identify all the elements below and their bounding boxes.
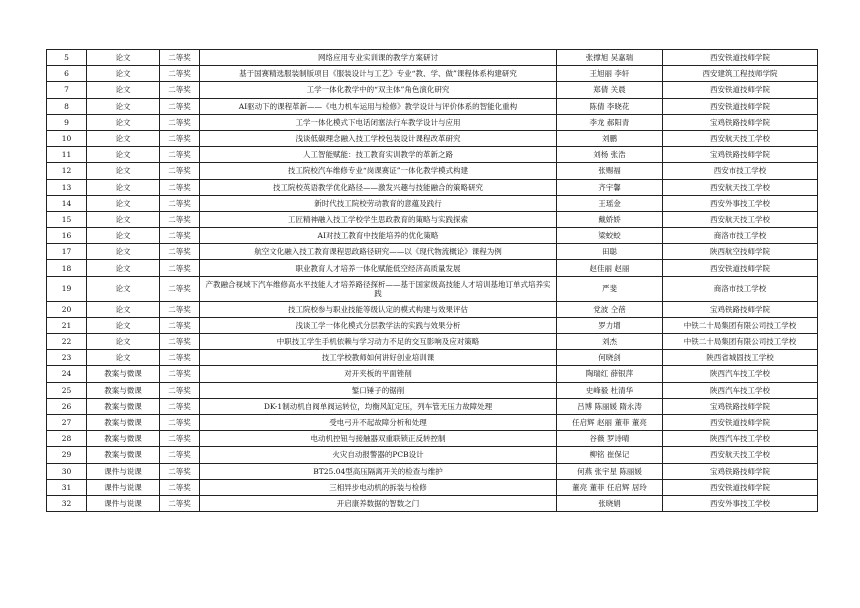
category-cell: 论文 [87, 211, 160, 227]
organization-cell: 西安铁道技师学院 [663, 414, 818, 430]
prize-cell: 二等奖 [160, 211, 200, 227]
authors-cell: 党波 仝蓓 [557, 301, 663, 317]
authors-cell: 陈倩 李晓花 [557, 98, 663, 114]
prize-cell: 二等奖 [160, 414, 200, 430]
prize-cell: 二等奖 [160, 114, 200, 130]
row-number-cell: 6 [47, 66, 87, 82]
organization-cell: 陕西航空技师学院 [663, 244, 818, 260]
prize-cell: 二等奖 [160, 98, 200, 114]
row-number-cell: 30 [47, 463, 87, 479]
table-row [47, 244, 818, 260]
authors-cell: 郑倩 关晨 [557, 82, 663, 98]
prize-cell: 二等奖 [160, 130, 200, 146]
title-cell: DK-1制动机自阀单阀运转位，均衡风缸定压，列车管无压力故障处理 [200, 398, 557, 414]
table-row [47, 260, 818, 276]
title-cell: 航空文化融入技工教育课程思政路径研究——以《现代物流概论》课程为例 [200, 244, 557, 260]
organization-cell: 宝鸡铁路技师学院 [663, 463, 818, 479]
row-number-cell: 27 [47, 414, 87, 430]
row-number-cell: 15 [47, 211, 87, 227]
title-cell: 职业教育人才培养一体化赋能低空经济高质量发展 [200, 260, 557, 276]
authors-cell: 任启辉 赵丽 董菲 董亮 [557, 414, 663, 430]
prize-cell: 二等奖 [160, 260, 200, 276]
row-number-cell: 31 [47, 479, 87, 495]
prize-cell: 二等奖 [160, 366, 200, 382]
table-row [47, 463, 818, 479]
table-row [47, 130, 818, 146]
prize-cell: 二等奖 [160, 163, 200, 179]
table-row [47, 350, 818, 366]
title-cell: 工匠精神融入技工学校学生思政教育的策略与实践探索 [200, 211, 557, 227]
table-row [47, 163, 818, 179]
category-cell: 论文 [87, 350, 160, 366]
title-cell: 开启康养数据的智数之门 [200, 495, 557, 511]
organization-cell: 陕西汽车技工学校 [663, 366, 818, 382]
row-number-cell: 9 [47, 114, 87, 130]
table-row [47, 147, 818, 163]
organization-cell: 陕西省城固技工学校 [663, 350, 818, 366]
authors-cell: 刘杰 [557, 334, 663, 350]
organization-cell: 西安铁道技师学院 [663, 260, 818, 276]
title-cell: 技工院校英语教学优化路径——激发兴趣与技能融合的策略研究 [200, 179, 557, 195]
row-number-cell: 14 [47, 195, 87, 211]
row-number-cell: 11 [47, 147, 87, 163]
prize-cell: 二等奖 [160, 276, 200, 301]
title-cell: 中职技工学生手机依赖与学习动力不足的交互影响及应对策略 [200, 334, 557, 350]
organization-cell: 西安航天技工学校 [663, 130, 818, 146]
category-cell: 教案与微课 [87, 398, 160, 414]
row-number-cell: 19 [47, 276, 87, 301]
prize-cell: 二等奖 [160, 463, 200, 479]
prize-cell: 二等奖 [160, 301, 200, 317]
category-cell: 论文 [87, 114, 160, 130]
organization-cell: 西安铁道技师学院 [663, 82, 818, 98]
category-cell: 论文 [87, 130, 160, 146]
category-cell: 论文 [87, 276, 160, 301]
row-number-cell: 32 [47, 495, 87, 511]
row-number-cell: 17 [47, 244, 87, 260]
organization-cell: 西安建筑工程技师学院 [663, 66, 818, 82]
prize-cell: 二等奖 [160, 317, 200, 333]
category-cell: 论文 [87, 260, 160, 276]
category-cell: 论文 [87, 98, 160, 114]
category-cell: 论文 [87, 228, 160, 244]
organization-cell: 西安铁道技师学院 [663, 479, 818, 495]
authors-cell: 何燕 张宇星 陈丽媛 [557, 463, 663, 479]
table-row [47, 98, 818, 114]
table-row [47, 382, 818, 398]
category-cell: 教案与微课 [87, 431, 160, 447]
organization-cell: 西安航天技工学校 [663, 211, 818, 227]
prize-cell: 二等奖 [160, 334, 200, 350]
authors-cell: 何晓剑 [557, 350, 663, 366]
row-number-cell: 8 [47, 98, 87, 114]
organization-cell: 西安市技工学校 [663, 163, 818, 179]
category-cell: 教案与微课 [87, 447, 160, 463]
category-cell: 教案与微课 [87, 382, 160, 398]
authors-cell: 董亮 董菲 任启辉 居玲 [557, 479, 663, 495]
prize-cell: 二等奖 [160, 350, 200, 366]
row-number-cell: 18 [47, 260, 87, 276]
row-number-cell: 26 [47, 398, 87, 414]
row-number-cell: 7 [47, 82, 87, 98]
organization-cell: 西安铁道技师学院 [663, 50, 818, 66]
organization-cell: 中铁二十局集团有限公司技工学校 [663, 317, 818, 333]
prize-cell: 二等奖 [160, 447, 200, 463]
award-table-body [47, 50, 818, 512]
award-table [46, 49, 818, 512]
authors-cell: 柳铭 崔保记 [557, 447, 663, 463]
title-cell: AI驱动下的课程革新——《电力机车运用与检修》教学设计与评价体系的智能化重构 [200, 98, 557, 114]
title-cell: 浅谈低碳理念融入技工学校包装设计课程改革研究 [200, 130, 557, 146]
organization-cell: 陕西汽车技工学校 [663, 382, 818, 398]
authors-cell: 戴娇娇 [557, 211, 663, 227]
prize-cell: 二等奖 [160, 50, 200, 66]
table-row [47, 211, 818, 227]
prize-cell: 二等奖 [160, 479, 200, 495]
authors-cell: 史峰毅 杜清华 [557, 382, 663, 398]
category-cell: 论文 [87, 301, 160, 317]
table-row [47, 479, 818, 495]
row-number-cell: 24 [47, 366, 87, 382]
authors-cell: 王旭丽 李轩 [557, 66, 663, 82]
row-number-cell: 28 [47, 431, 87, 447]
authors-cell: 张赐福 [557, 163, 663, 179]
organization-cell: 宝鸡铁路技师学院 [663, 114, 818, 130]
title-cell: 浅谈工学一体化模式分层教学法的实践与效果分析 [200, 317, 557, 333]
organization-cell: 宝鸡铁路技师学院 [663, 301, 818, 317]
organization-cell: 西安外事技工学校 [663, 495, 818, 511]
row-number-cell: 16 [47, 228, 87, 244]
table-row [47, 114, 818, 130]
prize-cell: 二等奖 [160, 179, 200, 195]
authors-cell: 陶瑞红 薛银萍 [557, 366, 663, 382]
title-cell: 三相异步电动机的拆装与检修 [200, 479, 557, 495]
authors-cell: 严斐 [557, 276, 663, 301]
category-cell: 课件与说课 [87, 463, 160, 479]
authors-cell: 齐宇馨 [557, 179, 663, 195]
title-cell: 錾口锤子的锯削 [200, 382, 557, 398]
category-cell: 教案与微课 [87, 414, 160, 430]
title-cell: 对开夹板的平面锉削 [200, 366, 557, 382]
category-cell: 教案与微课 [87, 366, 160, 382]
prize-cell: 二等奖 [160, 82, 200, 98]
row-number-cell: 21 [47, 317, 87, 333]
category-cell: 论文 [87, 163, 160, 179]
table-row [47, 301, 818, 317]
category-cell: 论文 [87, 195, 160, 211]
authors-cell: 刘鹏 [557, 130, 663, 146]
row-number-cell: 22 [47, 334, 87, 350]
organization-cell: 陕西汽车技工学校 [663, 431, 818, 447]
row-number-cell: 12 [47, 163, 87, 179]
table-row [47, 179, 818, 195]
table-row [47, 431, 818, 447]
organization-cell: 商洛市技工学校 [663, 276, 818, 301]
title-cell: 新时代技工院校劳动教育的意蕴及践行 [200, 195, 557, 211]
title-cell: 工学一体化模式下电话闭塞法行车教学设计与应用 [200, 114, 557, 130]
organization-cell: 宝鸡铁路技师学院 [663, 147, 818, 163]
category-cell: 论文 [87, 147, 160, 163]
table-row [47, 228, 818, 244]
title-cell: 产教融合视域下汽车维修高水平技能人才培养路径探析——基于国家级高技能人才培训基地订单式培养实践 [200, 276, 557, 301]
category-cell: 论文 [87, 244, 160, 260]
prize-cell: 二等奖 [160, 431, 200, 447]
category-cell: 论文 [87, 82, 160, 98]
organization-cell: 西安航天技工学校 [663, 447, 818, 463]
organization-cell: 商洛市技工学校 [663, 228, 818, 244]
table-row [47, 66, 818, 82]
organization-cell: 西安铁道技师学院 [663, 98, 818, 114]
table-row [47, 495, 818, 511]
authors-cell: 刘杨 张浩 [557, 147, 663, 163]
row-number-cell: 20 [47, 301, 87, 317]
title-cell: 人工智能赋能：技工教育实训教学的革新之路 [200, 147, 557, 163]
title-cell: 受电弓升不起故障分析和处理 [200, 414, 557, 430]
row-number-cell: 10 [47, 130, 87, 146]
prize-cell: 二等奖 [160, 382, 200, 398]
table-row [47, 414, 818, 430]
authors-cell: 王瑶金 [557, 195, 663, 211]
title-cell: 基于国赛精选服装制版项目《服装设计与工艺》专业“教、学、做”课程体系构建研究 [200, 66, 557, 82]
title-cell: 技工院校参与职业技能等级认定的模式构建与效果评估 [200, 301, 557, 317]
authors-cell: 赵佳丽 赵丽 [557, 260, 663, 276]
category-cell: 课件与说课 [87, 495, 160, 511]
row-number-cell: 29 [47, 447, 87, 463]
table-row [47, 398, 818, 414]
title-cell: BT25.04型高压隔离开关的检查与维护 [200, 463, 557, 479]
table-row [47, 447, 818, 463]
category-cell: 论文 [87, 179, 160, 195]
authors-cell: 吕博 陈丽媛 隋永涛 [557, 398, 663, 414]
organization-cell: 宝鸡铁路技师学院 [663, 398, 818, 414]
prize-cell: 二等奖 [160, 66, 200, 82]
title-cell: 工学一体化教学中的“双主体”角色演化研究 [200, 82, 557, 98]
row-number-cell: 5 [47, 50, 87, 66]
table-row [47, 195, 818, 211]
table-row [47, 276, 818, 301]
organization-cell: 西安外事技工学校 [663, 195, 818, 211]
title-cell: 网络应用专业实训课的教学方案研讨 [200, 50, 557, 66]
authors-cell: 张晓娟 [557, 495, 663, 511]
authors-cell: 梁蛟蛟 [557, 228, 663, 244]
authors-cell: 张撑旭 吴嘉瑞 [557, 50, 663, 66]
prize-cell: 二等奖 [160, 195, 200, 211]
organization-cell: 中铁二十局集团有限公司技工学校 [663, 334, 818, 350]
prize-cell: 二等奖 [160, 228, 200, 244]
title-cell: 电动机控钮与接触器双重联锁正反转控制 [200, 431, 557, 447]
table-row [47, 317, 818, 333]
category-cell: 论文 [87, 334, 160, 350]
category-cell: 论文 [87, 317, 160, 333]
table-row [47, 366, 818, 382]
prize-cell: 二等奖 [160, 244, 200, 260]
authors-cell: 李龙 郝阳青 [557, 114, 663, 130]
title-cell: 技工院校汽车维修专业“岗课赛证”一体化教学模式构建 [200, 163, 557, 179]
row-number-cell: 25 [47, 382, 87, 398]
category-cell: 课件与说课 [87, 479, 160, 495]
category-cell: 论文 [87, 50, 160, 66]
prize-cell: 二等奖 [160, 495, 200, 511]
authors-cell: 罗力增 [557, 317, 663, 333]
prize-cell: 二等奖 [160, 398, 200, 414]
authors-cell: 谷薇 罗诗晴 [557, 431, 663, 447]
title-cell: 技工学校教师如何讲好创业培训课 [200, 350, 557, 366]
title-cell: 火灾自动报警器的PCB设计 [200, 447, 557, 463]
authors-cell: 田聪 [557, 244, 663, 260]
row-number-cell: 23 [47, 350, 87, 366]
table-row [47, 50, 818, 66]
table-row [47, 334, 818, 350]
organization-cell: 西安航天技工学校 [663, 179, 818, 195]
row-number-cell: 13 [47, 179, 87, 195]
table-row [47, 82, 818, 98]
category-cell: 论文 [87, 66, 160, 82]
award-list-sheet [46, 49, 817, 512]
title-cell: AI对技工教育中技能培养的优化策略 [200, 228, 557, 244]
prize-cell: 二等奖 [160, 147, 200, 163]
